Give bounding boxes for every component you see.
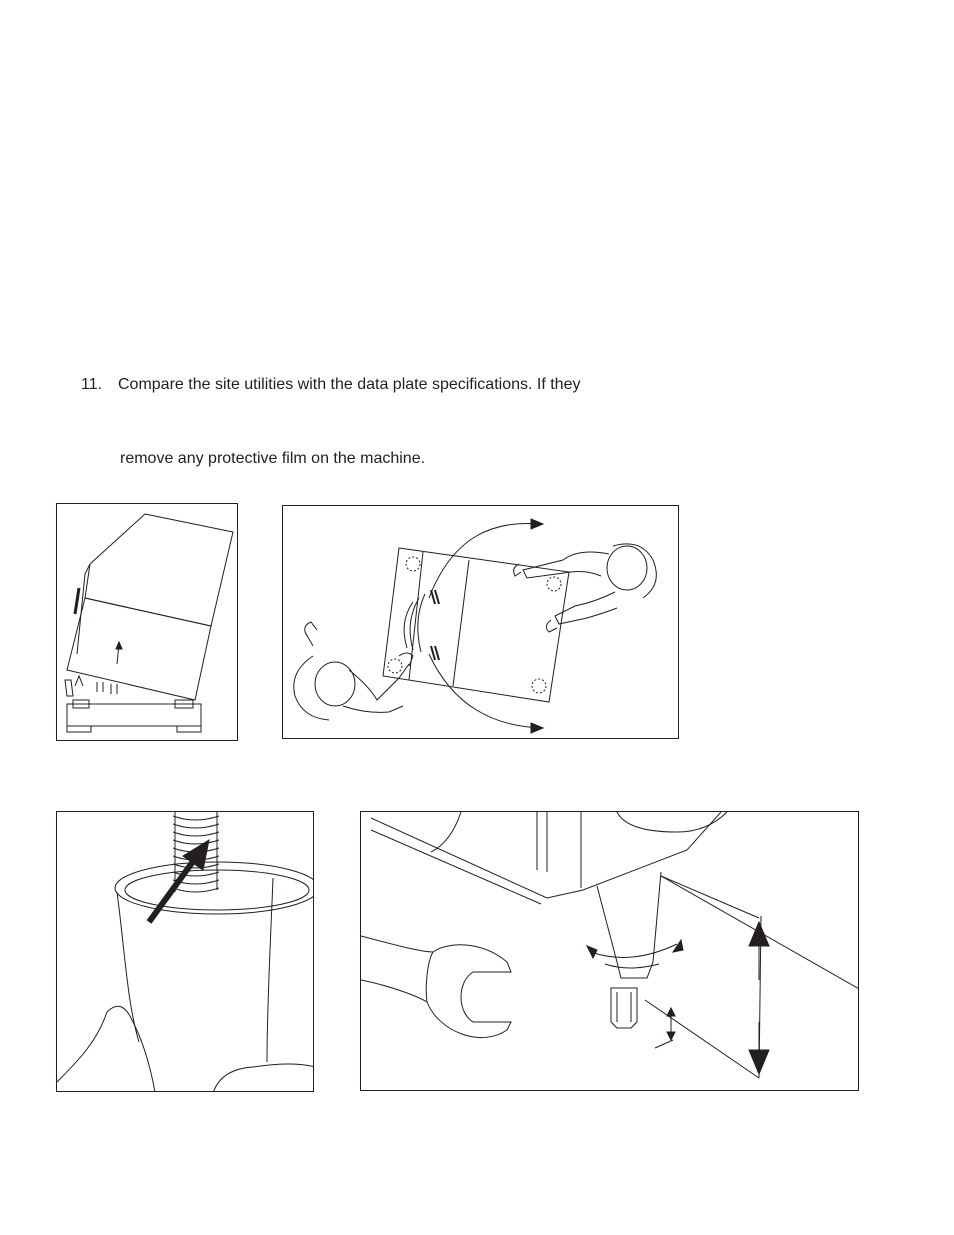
leveling-leg-thread-illustration <box>56 811 314 1092</box>
step-number: 11. <box>81 376 103 393</box>
step-11-text: Compare the site utilities with the data plate specifications. If they <box>118 376 581 393</box>
machine-tilted-on-pallet-illustration <box>56 503 238 741</box>
wrench-adjusting-leg-height-illustration <box>360 811 859 1091</box>
two-people-rotating-machine-illustration <box>282 505 679 739</box>
step-11-line-1 <box>81 376 580 394</box>
step-11-line-2: remove any protective film on the machine. <box>120 450 426 467</box>
